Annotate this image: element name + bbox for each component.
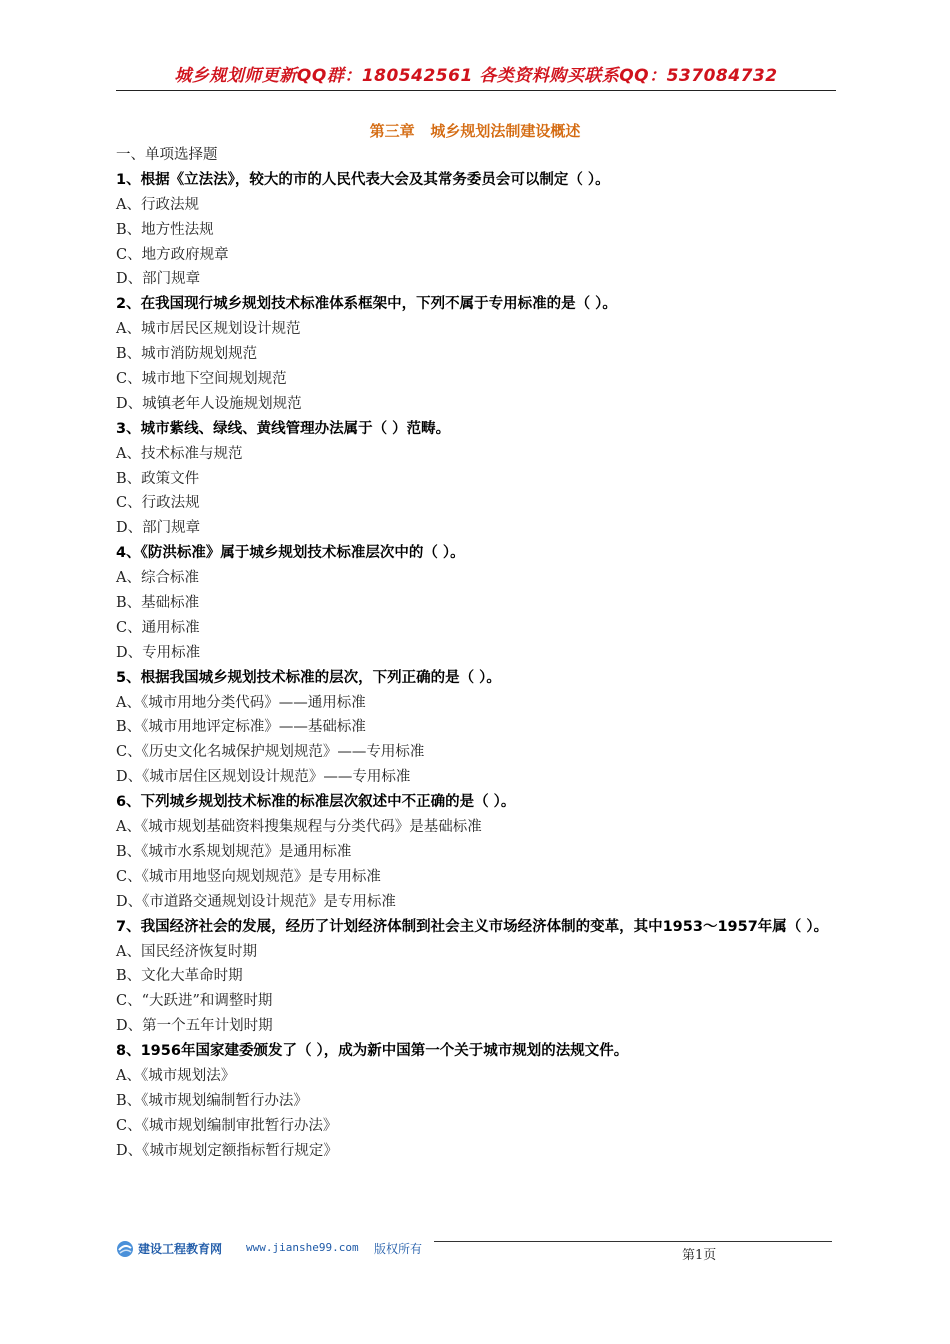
- option-2a: A、城市居民区规划设计规范: [116, 321, 301, 338]
- option-4d: D、专用标准: [116, 644, 201, 661]
- option-5d: D、《城市居住区规划设计规范》——专用标准: [116, 769, 411, 786]
- option-1a: A、行政法规: [116, 196, 199, 213]
- option-8b: B、《城市规划编制暂行办法》: [116, 1092, 308, 1109]
- option-4a: A、综合标准: [116, 570, 199, 587]
- option-4b: B、基础标准: [116, 595, 200, 612]
- option-8d: D、《城市规划定额指标暂行规定》: [116, 1142, 338, 1159]
- option-5b: B、《城市用地评定标准》——基础标准: [116, 719, 366, 736]
- option-6b: B、《城市水系规划规范》是通用标准: [116, 843, 352, 860]
- chapter-title: 第三章 城乡规划法制建设概述: [369, 122, 581, 140]
- option-8a: A、《城市规划法》: [116, 1067, 236, 1084]
- option-3d: D、部门规章: [116, 520, 201, 537]
- page-number: 第1页: [682, 1248, 717, 1263]
- option-7b: B、文化大革命时期: [116, 968, 243, 985]
- header-banner: 城乡规划师更新QQ群：180542561 各类资料购买联系QQ：537084732: [116, 64, 836, 91]
- question-1: 1、根据《立法法》，较大的市的人民代表大会及其常务委员会可以制定（ ）。: [116, 171, 610, 188]
- option-5a: A、《城市用地分类代码》——通用标准: [116, 694, 366, 711]
- footer-url[interactable]: www.jianshe99.com: [246, 1241, 359, 1254]
- question-list: [116, 143, 838, 1164]
- option-3c: C、行政法规: [116, 495, 200, 512]
- section-title: 一、单项选择题: [116, 147, 218, 163]
- option-3b: B、政策文件: [116, 470, 200, 487]
- option-2b: B、城市消防规划规范: [116, 346, 258, 363]
- question-8: 8、1956年国家建委颁发了（ ），成为新中国第一个关于城市规划的法规文件。: [116, 1043, 629, 1060]
- option-5c: C、《历史文化名城保护规划规范》——专用标准: [116, 744, 425, 761]
- footer-rights: 版权所有: [374, 1242, 423, 1256]
- question-6: 6、下列城乡规划技术标准的标准层次叙述中不正确的是（ ）。: [116, 794, 516, 811]
- question-3: 3、城市紫线、绿线、黄线管理办法属于（ ）范畴。: [116, 420, 451, 437]
- option-2c: C、城市地下空间规划规范: [116, 371, 287, 388]
- option-7c: C、“大跃进”和调整时期: [116, 993, 273, 1010]
- option-1c: C、地方政府规章: [116, 246, 229, 263]
- site-logo-icon: [116, 1240, 134, 1258]
- option-8c: C、《城市规划编制审批暂行办法》: [116, 1117, 338, 1134]
- footer-divider: [434, 1241, 832, 1242]
- option-3a: A、技术标准与规范: [116, 445, 243, 462]
- option-6c: C、《城市用地竖向规划规范》是专用标准: [116, 868, 381, 885]
- footer-brand: 建设工程教育网: [138, 1242, 223, 1256]
- question-4: 4、《防洪标准》属于城乡规划技术标准层次中的（ ）。: [116, 545, 465, 562]
- question-2: 2、在我国现行城乡规划技术标准体系框架中，下列不属于专用标准的是（ ）。: [116, 296, 617, 313]
- option-6d: D、《市道路交通规划设计规范》是专用标准: [116, 893, 396, 910]
- option-2d: D、城镇老年人设施规划规范: [116, 395, 302, 412]
- option-7d: D、第一个五年计划时期: [116, 1018, 273, 1035]
- option-7a: A、国民经济恢复时期: [116, 943, 257, 960]
- option-1d: D、部门规章: [116, 271, 201, 288]
- question-7: 7、我国经济社会的发展，经历了计划经济体制到社会主义市场经济体制的变革，其中1953～1957年属（ ）。: [116, 918, 829, 935]
- question-5: 5、根据我国城乡规划技术标准的层次，下列正确的是（ ）。: [116, 669, 501, 686]
- option-6a: A、《城市规划基础资料搜集规程与分类代码》是基础标准: [116, 819, 482, 836]
- option-1b: B、地方性法规: [116, 221, 214, 238]
- option-4c: C、通用标准: [116, 619, 200, 636]
- page-footer: [116, 1236, 832, 1262]
